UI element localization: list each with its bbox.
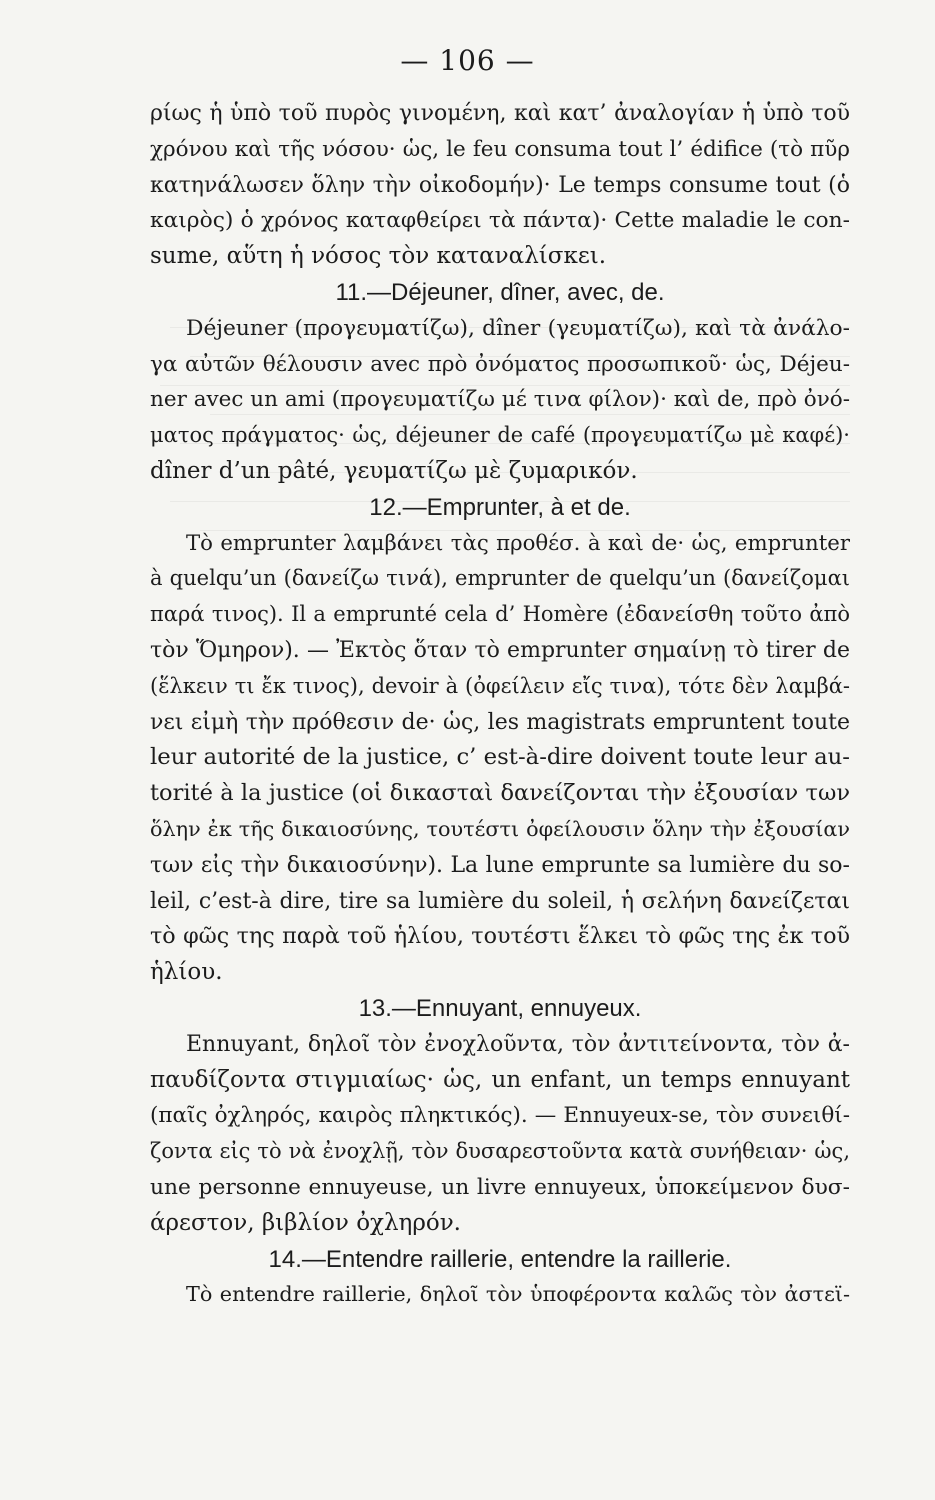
text-line: γα αὐτῶν θέλουσιν avec πρὸ ὀνόματος προσωπικοῦ· ὡς, Déjeu-: [150, 351, 850, 377]
text-line: sume, αὕτη ἡ νόσος τὸν καταναλίσκει.: [150, 243, 607, 270]
text-line: leil, c’est-à dire, tire sa lumière du soleil, ἡ σελήνη δανείζεται: [150, 888, 850, 914]
text-line: νει εἰμὴ τὴν πρόθεσιν de· ὡς, les magistrats empruntent toute: [150, 709, 850, 735]
text-line: torité à la justice (οἱ δικασταὶ δανείζονται τὴν ἐξουσίαν των: [150, 780, 850, 807]
page-number: — 106 —: [400, 44, 535, 77]
text-line: Ennuyant, δηλοῖ τὸν ἐνοχλοῦντα, τὸν ἀντιτείνοντα, τὸν ἀ-: [186, 1031, 850, 1057]
text-line: une personne ennuyeuse, un livre ennuyeux, ὑποκείμενον δυσ-: [150, 1174, 850, 1200]
text-line: ἡλίου.: [150, 959, 223, 986]
text-line: à quelqu’un (δανείζω τινά), emprunter de quelqu’un (δανείζομαι: [150, 566, 850, 591]
text-line: παρά τινος). Il a emprunté cela d’ Homère (ἐδανείσθη τοῦτο ἀπὸ: [150, 602, 850, 627]
text-line: τὸν Ὅμηρον). — Ἐκτὸς ὅταν τὸ emprunter σημαίνῃ τὸ tirer de: [150, 637, 850, 663]
section-heading: 14.—Entendre raillerie, entendre la raillerie.: [268, 1245, 732, 1273]
text-line: των εἰς τὴν δικαιοσύνην). La lune emprunte sa lumière du so-: [150, 852, 850, 878]
text-line: χρόνου καὶ τῆς νόσου· ὡς, le feu consuma tout l’ édifice (τὸ πῦρ: [150, 136, 850, 162]
text-line: leur autorité de la justice, c’ est-à-dire doivent toute leur au-: [150, 744, 850, 771]
text-line: καιρὸς) ὁ χρόνος καταφθείρει τὰ πάντα)· Cette maladie le con-: [150, 208, 850, 234]
section-heading: 11.—Déjeuner, dîner, avec, de.: [335, 278, 665, 306]
section-heading: 13.—Ennuyant, ennuyeux.: [358, 994, 642, 1022]
text-line: Déjeuner (προγευματίζω), dîner (γευματίζω), καὶ τὰ ἀνάλο-: [186, 315, 850, 341]
text-line: dîner d’un pâté, γευματίζω μὲ ζυμαρικόν.: [150, 457, 638, 484]
text-line: κατηνάλωσεν ὅλην τὴν οἰκοδομήν)· Le temps consume tout (ὁ: [150, 172, 850, 198]
body-text: [150, 96, 850, 1313]
section-heading: 12.—Emprunter, à et de.: [369, 493, 631, 521]
text-line: άρεστον, βιβλίον ὀχληρόν.: [150, 1209, 461, 1236]
text-line: (ἕλκειν τι ἔκ τινος), devoir à (ὀφείλειν εἴς τινα), τότε δὲν λαμβά-: [150, 673, 850, 698]
text-line: ζοντα εἰς τὸ νὰ ἐνοχλῇ, τὸν δυσαρεστοῦντα κατὰ συνήθειαν· ὡς,: [150, 1139, 850, 1164]
text-line: Τὸ emprunter λαμβάνει τὰς προθέσ. à καὶ de· ὡς, emprunter: [186, 530, 850, 556]
text-line: ρίως ἡ ὑπὸ τοῦ πυρὸς γινομένη, καὶ κατ’ ἀναλογίαν ἡ ὑπὸ τοῦ: [150, 101, 850, 126]
text-line: ner avec un ami (προγευματίζω μέ τινα φίλον)· καὶ de, πρὸ ὀνό-: [150, 387, 850, 413]
text-line: ὅλην ἐκ τῆς δικαιοσύνης, τουτέστι ὀφείλουσιν ὅλην τὴν ἐξουσίαν: [150, 816, 850, 841]
text-line: ματος πράγματος· ὡς, déjeuner de café (προγευματίζω μὲ καφέ)·: [150, 423, 850, 448]
text-line: Τὸ entendre raillerie, δηλοῖ τὸν ὑποφέροντα καλῶς τὸν ἀστεϊ-: [186, 1282, 850, 1307]
text-line: τὸ φῶς της παρὰ τοῦ ἡλίου, τουτέστι ἕλκει τὸ φῶς της ἐκ τοῦ: [150, 923, 850, 950]
text-line: παυδίζοντα στιγμιαίως· ὡς, un enfant, un temps ennuyant: [150, 1066, 850, 1093]
text-line: (παῖς ὀχληρός, καιρὸς πληκτικός). — Ennuyeux-se, τὸν συνειθί-: [150, 1103, 850, 1129]
